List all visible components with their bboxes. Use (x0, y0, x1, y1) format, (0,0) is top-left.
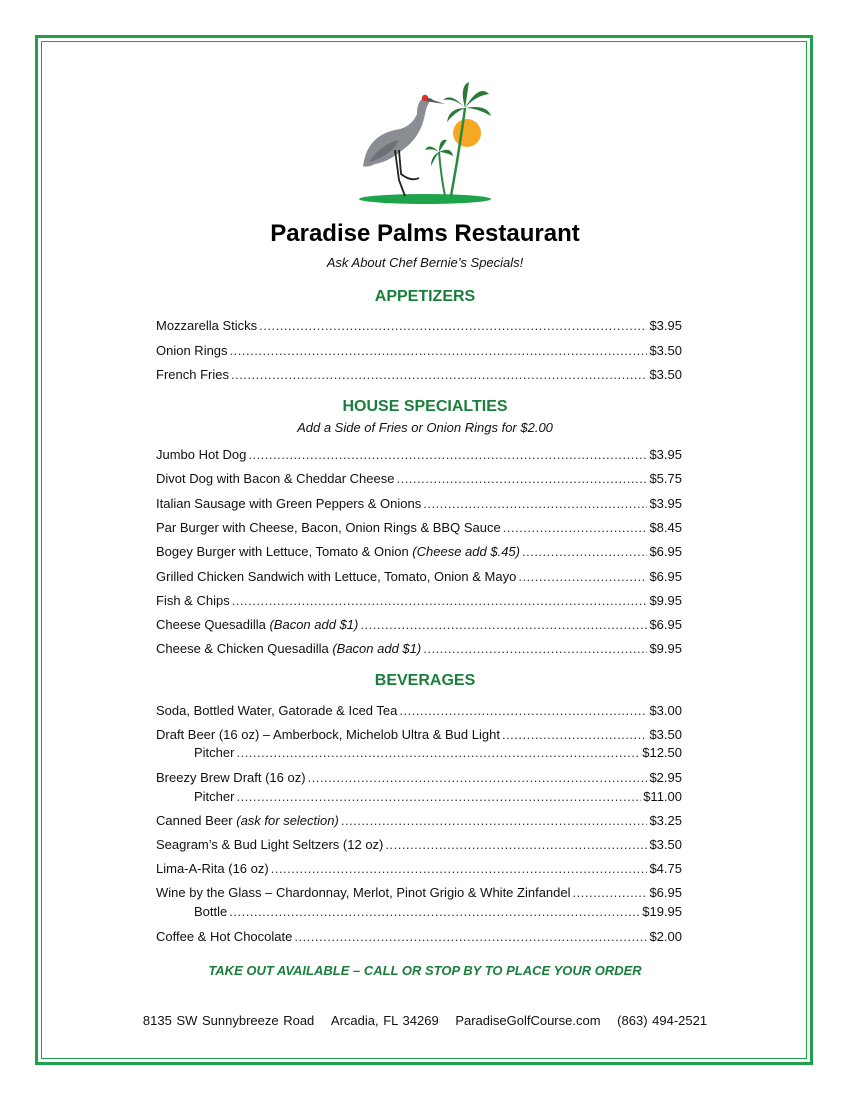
item-price: $3.95 (649, 318, 682, 333)
item-name: Onion Rings (156, 343, 228, 358)
item-name: Divot Dog with Bacon & Cheddar Cheese (156, 471, 395, 486)
item-name: Wine by the Glass – Chardonnay, Merlot, Pinot Grigio & White Zinfandel (156, 885, 571, 900)
menu-item (156, 343, 682, 360)
phone-number[interactable]: (863) 494-2521 (617, 1013, 708, 1028)
menu-item (156, 544, 682, 561)
palm-trunk (451, 108, 465, 196)
item-name: Mozzarella Sticks (156, 318, 258, 333)
address: 8135 SW Sunnybreeze Road (142, 1013, 315, 1028)
heron-palm-logo (355, 78, 495, 208)
tagline: Ask About Chef Bernie’s Specials! (326, 255, 524, 270)
item-price: $9.95 (649, 641, 682, 656)
item-price: $4.75 (649, 861, 682, 876)
item-price: $19.95 (642, 904, 682, 919)
restaurant-name: Paradise Palms Restaurant (270, 220, 580, 247)
menu-item (156, 520, 682, 537)
menu-item (156, 471, 682, 488)
menu-item (156, 861, 682, 878)
item-name: Bogey Burger with Lettuce, Tomato & Onion (Cheese add $.45) (156, 544, 520, 559)
menu-item (156, 641, 682, 658)
item-price: $3.50 (649, 837, 682, 852)
item-price: $3.95 (649, 447, 682, 462)
heron-icon (363, 95, 445, 196)
menu-item (156, 885, 682, 902)
item-price: $11.00 (643, 789, 682, 804)
item-price: $6.95 (649, 569, 682, 584)
menu-item (156, 617, 682, 634)
menu-item (156, 593, 682, 610)
item-name: Cheese & Chicken Quesadilla (Bacon add $1) (156, 641, 422, 656)
item-name: Fish & Chips (156, 593, 230, 608)
item-name: Par Burger with Cheese, Bacon, Onion Rings & BBQ Sauce (156, 520, 501, 535)
item-price: $3.50 (649, 367, 682, 382)
city-state-zip: Arcadia, FL 34269 (330, 1013, 439, 1028)
item-price: $6.95 (649, 617, 682, 632)
palm-trunk-small (439, 152, 445, 196)
item-name: Seagram’s & Bud Light Seltzers (12 oz) (156, 837, 384, 852)
item-price: $8.45 (649, 520, 682, 535)
appetizers-heading: APPETIZERS (374, 288, 476, 305)
menu-item (156, 837, 682, 854)
item-name: Lima-A-Rita (16 oz) (156, 861, 269, 876)
item-price: $6.95 (649, 885, 682, 900)
item-name: Soda, Bottled Water, Gatorade & Iced Tea (156, 703, 398, 718)
menu-item (156, 367, 682, 384)
sun-icon (453, 119, 481, 147)
house-specialties-note: Add a Side of Fries or Onion Rings for $2.00 (297, 420, 553, 435)
item-name: Jumbo Hot Dog (156, 447, 247, 462)
menu-item (156, 447, 682, 464)
grass-ellipse (359, 194, 491, 204)
item-name: Italian Sausage with Green Peppers & Onions (156, 496, 422, 511)
item-price: $2.00 (649, 929, 682, 944)
menu-subitem (194, 745, 682, 762)
item-price: $5.75 (649, 471, 682, 486)
item-price: $3.25 (649, 813, 682, 828)
item-price: $3.50 (649, 343, 682, 358)
item-name: Canned Beer (ask for selection) (156, 813, 339, 828)
item-price: $6.95 (649, 544, 682, 559)
item-name: Breezy Brew Draft (16 oz) (156, 770, 306, 785)
house-specialties-heading: HOUSE SPECIALTIES (342, 398, 508, 415)
beverages-heading: BEVERAGES (374, 672, 476, 689)
menu-item (156, 770, 682, 787)
menu-item (156, 569, 682, 586)
item-price: $12.50 (642, 745, 682, 760)
item-name: Bottle (194, 904, 228, 919)
menu-item (156, 496, 682, 513)
menu-item (156, 929, 682, 946)
menu-subitem (194, 904, 682, 921)
palm-fronds-large (443, 82, 491, 122)
item-name: French Fries (156, 367, 229, 382)
item-price: $2.95 (649, 770, 682, 785)
item-name: Pitcher (194, 745, 235, 760)
website-link[interactable]: ParadiseGolfCourse.com (455, 1013, 601, 1028)
item-price: $3.50 (649, 727, 682, 742)
menu-item (156, 727, 682, 744)
item-price: $3.95 (649, 496, 682, 511)
menu-item (156, 813, 682, 830)
contact-footer (0, 1013, 850, 1028)
menu-item (156, 703, 682, 720)
item-name: Pitcher (194, 789, 235, 804)
item-name: Coffee & Hot Chocolate (156, 929, 293, 944)
item-price: $3.00 (649, 703, 682, 718)
item-name: Cheese Quesadilla (Bacon add $1) (156, 617, 359, 632)
item-price: $9.95 (649, 593, 682, 608)
menu-subitem (194, 789, 682, 806)
item-name: Draft Beer (16 oz) – Amberbock, Michelob Ultra & Bud Light (156, 727, 500, 742)
takeout-notice: TAKE OUT AVAILABLE – CALL OR STOP BY TO PLACE YOUR ORDER (208, 963, 642, 978)
menu-item (156, 318, 682, 335)
item-name: Grilled Chicken Sandwich with Lettuce, Tomato, Onion & Mayo (156, 569, 517, 584)
